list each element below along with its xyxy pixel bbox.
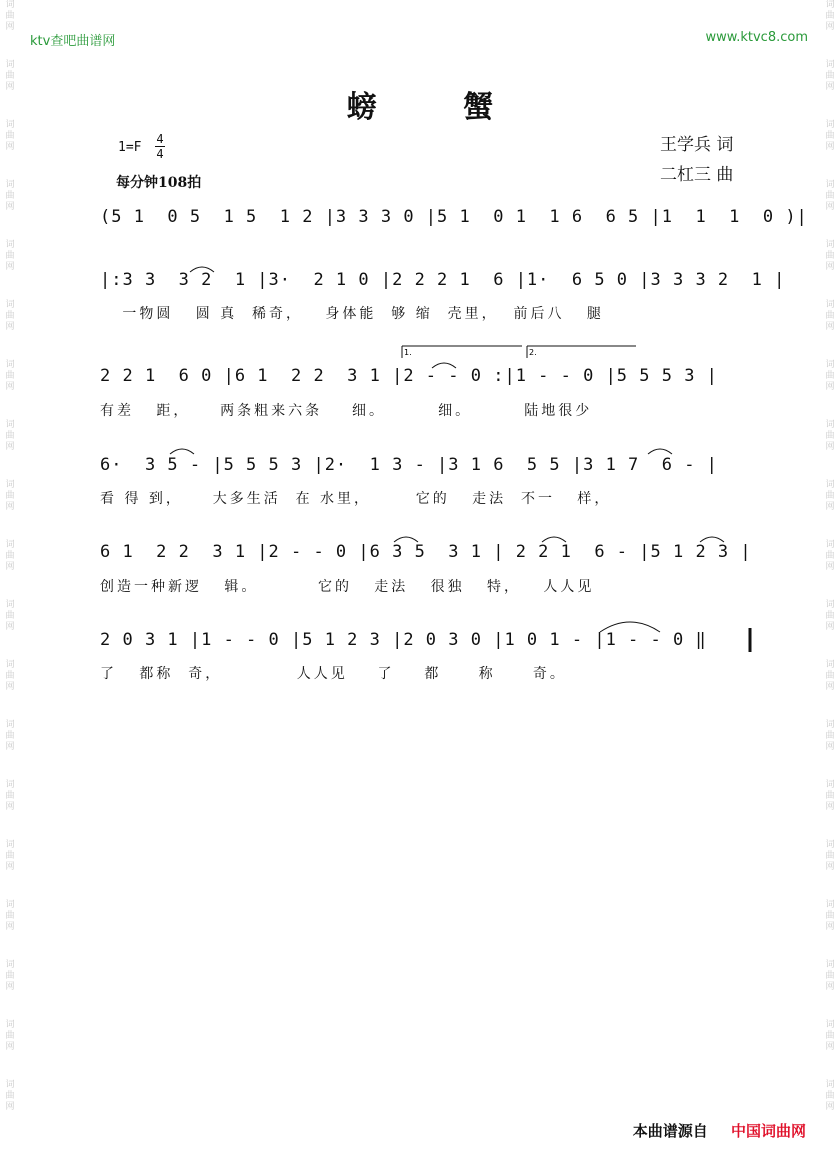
volta-label-2: 2. (529, 348, 537, 357)
watermark-mark: 词 曲 网 (5, 720, 15, 752)
lyricist-credit: 王学兵 词 (660, 135, 734, 155)
notation-line-1: (5 1 0 5 1 5 1 2 |3 3 3 0 |5 1 0 1 1 6 6 5 |1 1 1 0 )| (100, 207, 808, 227)
watermark-mark: 词 曲 网 (825, 0, 835, 32)
notation-line-6: 2 0 3 1 |1 - - 0 |5 1 2 3 |2 0 3 0 |1 0 1 - |1 - - 0 ‖ (100, 630, 707, 650)
time-signature-top: 4 (156, 132, 164, 146)
notation-line-3: 2 2 1 6 0 |6 1 2 2 3 1 |2 - - 0 :|1 - - 0 |5 5 5 3 | (100, 366, 718, 386)
watermark-mark: 词 曲 网 (825, 840, 835, 872)
watermark-mark: 词 曲 网 (5, 240, 15, 272)
watermark-mark: 词 曲 网 (5, 180, 15, 212)
time-signature-bottom: 4 (156, 147, 164, 161)
notation-line-4: 6· 3 5 - |5 5 5 3 |2· 1 3 - |3 1 6 5 5 |3 1 7 6 - | (100, 455, 718, 475)
watermark-mark: 词 曲 网 (5, 1020, 15, 1052)
watermark-mark: 词 曲 网 (825, 360, 835, 392)
lyric-line-6: 了 都称 奇， 人人见 了 都 称 奇。 (100, 666, 567, 682)
watermark-mark: 词 曲 网 (825, 240, 835, 272)
notation-line-2: |:3 3 3 2 1 |3· 2 1 0 |2 2 2 1 6 |1· 6 5 0 |3 3 3 2 1 | (100, 270, 786, 290)
lyric-line-5: 创造一种新逻 辑。 它的 走法 很独 特， 人人见 (100, 579, 595, 595)
watermark-mark: 词 曲 网 (5, 360, 15, 392)
lyric-line-4: 看 得 到， 大多生活 在 水里， 它的 走法 不一 样， (100, 491, 612, 507)
watermark-mark: 词 曲 网 (825, 720, 835, 752)
volta-label-1: 1. (404, 348, 412, 357)
header-site-url[interactable]: www.ktvc8.com (705, 30, 808, 45)
watermark-mark: 词 曲 网 (825, 660, 835, 692)
watermark-mark: 词 曲 网 (825, 480, 835, 512)
watermark-mark: 词 曲 网 (825, 120, 835, 152)
watermark-mark: 词 曲 网 (825, 540, 835, 572)
watermark-mark: 词 曲 网 (5, 660, 15, 692)
watermark-mark: 词 曲 网 (825, 300, 835, 332)
footer-source (633, 1120, 806, 1141)
composer-credit: 二杠三 曲 (660, 165, 734, 185)
watermark-mark: 词 曲 网 (5, 60, 15, 92)
watermark-mark: 词 曲 网 (825, 180, 835, 212)
tempo-marking: 每分钟108拍 (116, 175, 202, 191)
watermark-mark: 词 曲 网 (5, 600, 15, 632)
song-title: 螃 蟹 (346, 90, 532, 125)
footer-site-link[interactable]: 中国词曲网 (730, 1122, 806, 1140)
watermark-mark: 词 曲 网 (825, 1020, 835, 1052)
watermark-mark: 词 曲 网 (5, 1080, 15, 1112)
lyric-line-3: 有差 距， 两条粗来六条 细。 细。 陆地很少 (100, 403, 593, 419)
watermark-mark: 词 曲 网 (825, 960, 835, 992)
watermark-mark: 词 曲 网 (5, 480, 15, 512)
key-signature: 1=F (118, 140, 142, 155)
lyric-line-2: 一物圆 圆 真 稀奇， 身体能 够 缩 壳里， 前后八 腿 (100, 306, 604, 322)
notation-line-5: 6 1 2 2 3 1 |2 - - 0 |6 3 5 3 1 | 2 2 1 6 - |5 1 2 3 | (100, 542, 752, 562)
watermark-mark: 词 曲 网 (825, 900, 835, 932)
watermark-mark: 词 曲 网 (825, 1080, 835, 1112)
watermark-mark: 词 曲 网 (5, 780, 15, 812)
watermark-mark: 词 曲 网 (5, 0, 15, 32)
watermark-mark: 词 曲 网 (825, 420, 835, 452)
watermark-mark: 词 曲 网 (5, 960, 15, 992)
footer-source-label: 本曲谱源自 (632, 1122, 708, 1140)
watermark-mark: 词 曲 网 (825, 60, 835, 92)
watermark-mark: 词 曲 网 (5, 540, 15, 572)
watermark-mark: 词 曲 网 (5, 840, 15, 872)
watermark-mark: 词 曲 网 (5, 120, 15, 152)
watermark-mark: 词 曲 网 (5, 900, 15, 932)
header-site-name[interactable]: ktv查吧曲谱网 (30, 34, 116, 49)
watermark-mark: 词 曲 网 (825, 780, 835, 812)
watermark-mark: 词 曲 网 (825, 600, 835, 632)
watermark-mark: 词 曲 网 (5, 300, 15, 332)
watermark-mark: 词 曲 网 (5, 420, 15, 452)
